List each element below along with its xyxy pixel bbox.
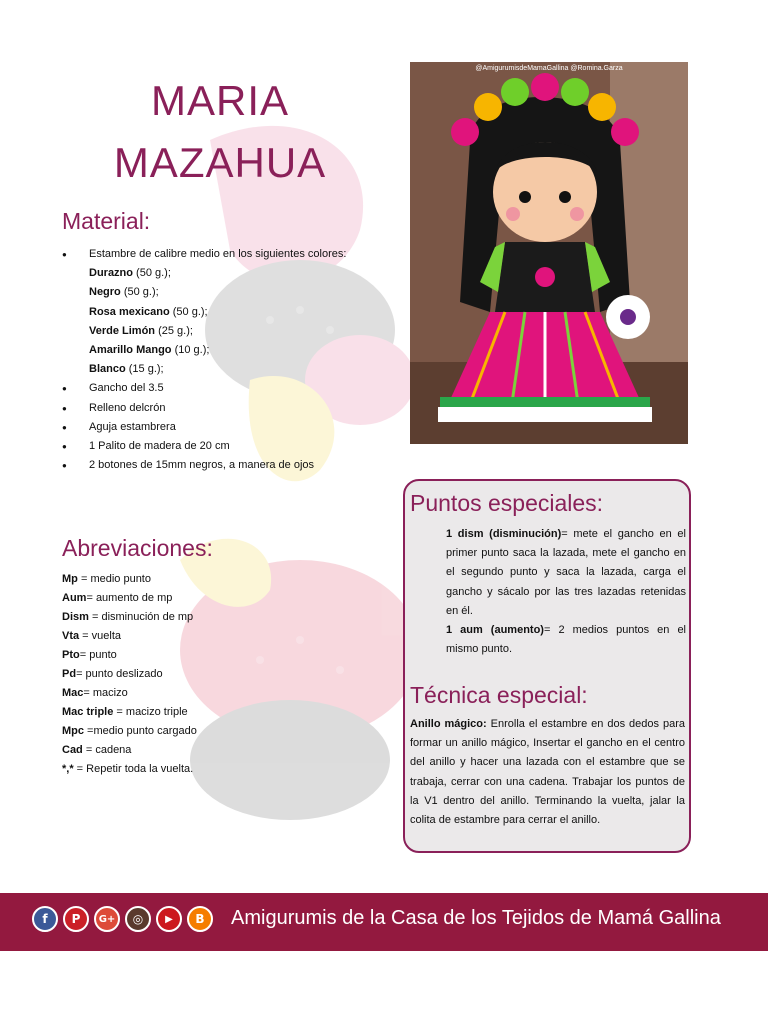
color-item: Negro (50 g.); bbox=[89, 286, 159, 299]
list-item: ● Relleno delcrón bbox=[62, 399, 382, 418]
dism-definition: 1 dism (disminución)= mete el gancho en el primer punto saca la lazada, mete el gancho en el segundo punto y saca la lazada, carga el gancho y sácalo por las tres lazadas retenidas en él. bbox=[446, 528, 686, 617]
list-item: Aum= aumento de mp bbox=[62, 592, 173, 604]
aum-definition: 1 aum (aumento)= 2 medios puntos en el mismo punto. bbox=[446, 624, 687, 656]
color-item: Rosa mexicano (50 g.); bbox=[89, 305, 208, 318]
pinterest-icon[interactable]: P bbox=[63, 906, 89, 932]
list-item bbox=[62, 245, 382, 379]
color-item: Durazno (50 g.); bbox=[89, 267, 171, 280]
list-item: Cad = cadena bbox=[62, 744, 132, 756]
google-plus-icon[interactable]: G+ bbox=[94, 906, 120, 932]
color-item: Blanco (15 g.); bbox=[89, 363, 164, 376]
footer-bar bbox=[0, 893, 768, 951]
list-item: Pto= punto bbox=[62, 649, 117, 661]
list-item: Mpc =medio punto cargado bbox=[62, 725, 197, 737]
material-heading: Material: bbox=[62, 208, 151, 234]
puntos-text bbox=[446, 525, 686, 659]
colors-intro: Estambre de calibre medio en los siguientes colores: bbox=[89, 248, 347, 260]
list-item: ● Aguja estambrera bbox=[62, 418, 382, 437]
abreviaciones-heading: Abreviaciones: bbox=[62, 535, 213, 561]
list-item: Pd= punto deslizado bbox=[62, 668, 163, 680]
list-item: ● 1 Palito de madera de 20 cm bbox=[62, 437, 382, 456]
doll-illustration bbox=[410, 62, 688, 444]
list-item: Mac= macizo bbox=[62, 687, 128, 699]
photo-watermark: @AmigurumisdeMamaGallina @Romina.Garza bbox=[475, 65, 623, 72]
list-item: ● 2 botones de 15mm negros, a manera de ojos bbox=[62, 456, 382, 475]
list-item: ● Gancho del 3.5 bbox=[62, 379, 382, 398]
page-title bbox=[60, 70, 380, 194]
color-item: Amarillo Mango (10 g.); bbox=[89, 344, 210, 357]
title-line-1: MARIA bbox=[150, 77, 289, 124]
tecnica-heading: Técnica especial: bbox=[410, 682, 588, 708]
list-item: *,* = Repetir toda la vuelta. bbox=[62, 763, 194, 775]
footer-text: Amigurumis de la Casa de los Tejidos de Mamá Gallina bbox=[231, 907, 721, 929]
tecnica-text: Anillo mágico: Enrolla el estambre en dos dedos para formar un anillo mágico, Insertar el gancho en el centro del anillo y hacer una lazada con el estambre que se trabaja, cerrar con una cadena. Trabajar los puntos de la V1 dentro del anillo. Terminando la vuelta, jalar la colita de estambre para cerrar el anillo. bbox=[410, 718, 685, 827]
puntos-heading: Puntos especiales: bbox=[410, 490, 604, 516]
abreviaciones-list bbox=[62, 570, 362, 779]
color-item: Verde Limón (25 g.); bbox=[89, 324, 193, 337]
youtube-icon[interactable]: ▶ bbox=[156, 906, 182, 932]
facebook-icon[interactable]: f bbox=[32, 906, 58, 932]
title-line-2: MAZAHUA bbox=[113, 139, 327, 186]
instagram-icon[interactable]: ◎ bbox=[125, 906, 151, 932]
material-list bbox=[62, 245, 382, 475]
blogger-icon[interactable]: B bbox=[187, 906, 213, 932]
list-item: Mp = medio punto bbox=[62, 573, 151, 585]
list-item: Dism = disminución de mp bbox=[62, 611, 194, 623]
doll-photo bbox=[410, 62, 688, 444]
list-item: Vta = vuelta bbox=[62, 630, 122, 642]
list-item: Mac triple = macizo triple bbox=[62, 706, 188, 718]
